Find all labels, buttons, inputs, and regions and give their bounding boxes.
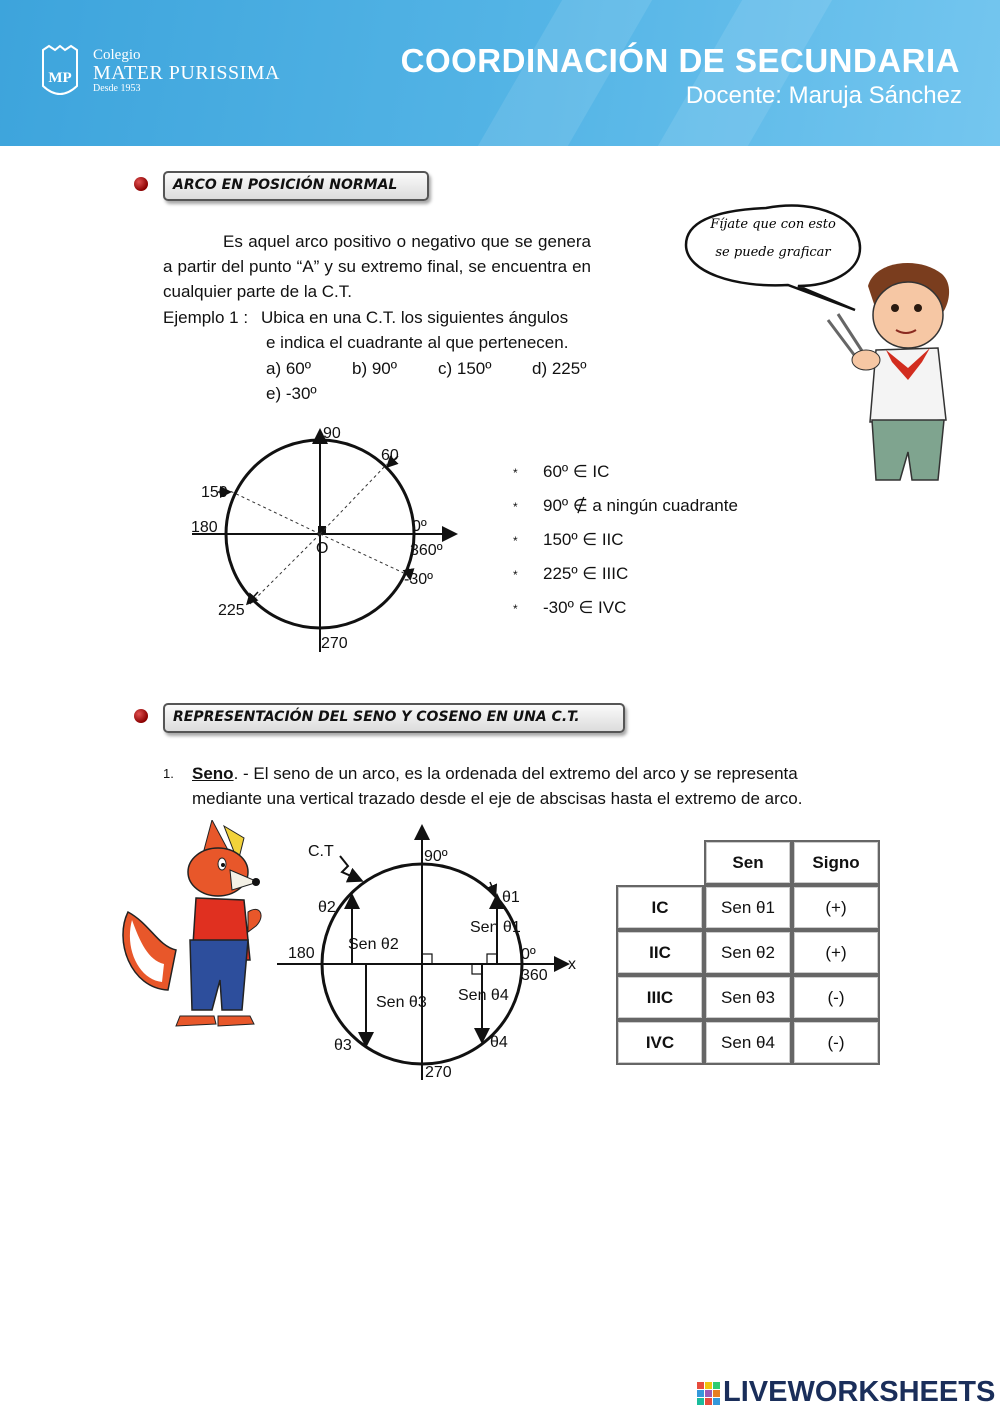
label-270: 270 (425, 1064, 452, 1081)
table-corner (616, 840, 704, 885)
sine-sign-table (616, 840, 880, 1065)
seno-definition-line-2: mediante una vertical trazado desde el eje de abscisas hasta el extremo de arco. (192, 789, 803, 808)
table-cell: Sen θ4 (704, 1020, 792, 1065)
list-item: * 150º ∈ IIC (513, 530, 624, 549)
label-theta2: θ2 (318, 899, 336, 916)
table-row (616, 975, 880, 1020)
table-cell: IVC (616, 1020, 704, 1065)
definition-paragraph: Es aquel arco positivo o negativo que se genera a partir del punto “A” y su extremo final, se encuentra en cualquier parte de la C.T. (163, 232, 591, 301)
school-name: MATER PURISSIMA (93, 62, 280, 84)
label-360: 360 (521, 967, 548, 984)
label-180: 180 (191, 519, 218, 536)
table-cell: (+) (792, 885, 880, 930)
label-360: 360º (410, 542, 443, 559)
school-since: Desde 1953 (93, 83, 141, 94)
section-bullet-icon (134, 177, 148, 191)
seno-definition-line-1: Seno. - El seno de un arco, es la ordenada del extremo del arco y se representa (192, 764, 798, 783)
seno-term: Seno (192, 764, 234, 783)
ray-150 (228, 490, 320, 534)
table-row (616, 885, 880, 930)
table-cell: (-) (792, 1020, 880, 1065)
list-item: * -30º ∈ IVC (513, 598, 627, 617)
liveworksheets-icon (697, 1382, 721, 1406)
label-theta3: θ3 (334, 1037, 352, 1054)
table-cell: IIC (616, 930, 704, 975)
table-cell: Sen θ1 (704, 885, 792, 930)
label-ct: C.T (308, 843, 334, 860)
label-225: 225 (218, 602, 245, 619)
label-90: 90º (424, 848, 448, 865)
section-heading-arco: ARCO EN POSICIÓN NORMAL (163, 171, 429, 201)
page-title: COORDINACIÓN DE SECUNDARIA (400, 42, 960, 79)
option-b: b) 90º (352, 359, 397, 378)
boy-face (873, 282, 943, 348)
section-heading-seno: REPRESENTACIÓN DEL SENO Y COSENO EN UNA C.T. (163, 703, 625, 733)
label-270: 270 (321, 635, 348, 652)
table-row (616, 930, 880, 975)
table-row (616, 1020, 880, 1065)
label-sen-theta4: Sen θ4 (458, 987, 509, 1004)
ray-neg30 (320, 534, 408, 575)
list-item: * 90º ∉ a ningún cuadrante (513, 496, 738, 515)
table-cell: IIIC (616, 975, 704, 1020)
label-180: 180 (288, 945, 315, 962)
boy-shirt (870, 348, 946, 422)
table-header: Signo (792, 840, 880, 885)
table-cell: (+) (792, 930, 880, 975)
option-e: e) -30º (266, 384, 317, 403)
label-neg30: -30º (404, 571, 433, 588)
page-header (0, 0, 1000, 146)
label-x: x (568, 956, 576, 973)
logo-letters: MP (48, 70, 72, 86)
bubble-line-1: Fíjate que con esto (710, 217, 836, 232)
fox-tail (123, 912, 176, 990)
option-d: d) 225º (532, 359, 587, 378)
label-sen-theta1: Sen θ1 (470, 919, 521, 936)
liveworksheets-logo[interactable] (697, 1376, 997, 1410)
school-name-block (93, 48, 280, 95)
boy-pants (872, 420, 944, 480)
boy-with-compass-illustration (680, 190, 980, 490)
option-a: a) 60º (266, 359, 311, 378)
table-header: Sen (704, 840, 792, 885)
label-origin: O (316, 540, 329, 557)
fox-overalls (190, 940, 248, 1010)
table-cell: IC (616, 885, 704, 930)
example-text-2: e indica el cuadrante al que pertenecen. (266, 333, 569, 352)
label-theta4: θ4 (490, 1034, 508, 1051)
unit-circle-angles-diagram (188, 420, 468, 660)
list-item: * 60º ∈ IC (513, 462, 610, 481)
item-number: 1. (163, 766, 174, 781)
label-sen-theta2: Sen θ2 (348, 936, 399, 953)
label-60: 60 (381, 447, 399, 464)
school-crest-icon (40, 44, 80, 102)
label-0: 0º (412, 518, 427, 535)
option-c: c) 150º (438, 359, 492, 378)
label-sen-theta3: Sen θ3 (376, 994, 427, 1011)
label-90: 90 (323, 425, 341, 442)
ray-225 (250, 534, 320, 604)
fox-head (188, 848, 248, 896)
liveworksheets-text: LIVEWORKSHEETS (723, 1376, 996, 1408)
section-bullet-icon (134, 709, 148, 723)
table-cell: Sen θ2 (704, 930, 792, 975)
label-theta1: θ1 (502, 889, 520, 906)
label-0: 0º (521, 946, 536, 963)
example-text-1: Ubica en una C.T. los siguientes ángulos (261, 308, 569, 327)
fox-mascot-illustration (120, 820, 270, 1035)
table-header-row (616, 840, 880, 885)
list-item: * 225º ∈ IIIC (513, 564, 629, 583)
school-small: Colegio (93, 47, 141, 63)
ray-60 (320, 464, 387, 534)
bubble-line-2: se puede graficar (715, 245, 831, 260)
label-150: 150 (201, 484, 228, 501)
example-label: Ejemplo 1 : (163, 308, 249, 327)
table-cell: (-) (792, 975, 880, 1020)
page-subtitle: Docente: Maruja Sánchez (685, 82, 962, 109)
table-cell: Sen θ3 (704, 975, 792, 1020)
sine-unit-circle-diagram (270, 822, 590, 1087)
